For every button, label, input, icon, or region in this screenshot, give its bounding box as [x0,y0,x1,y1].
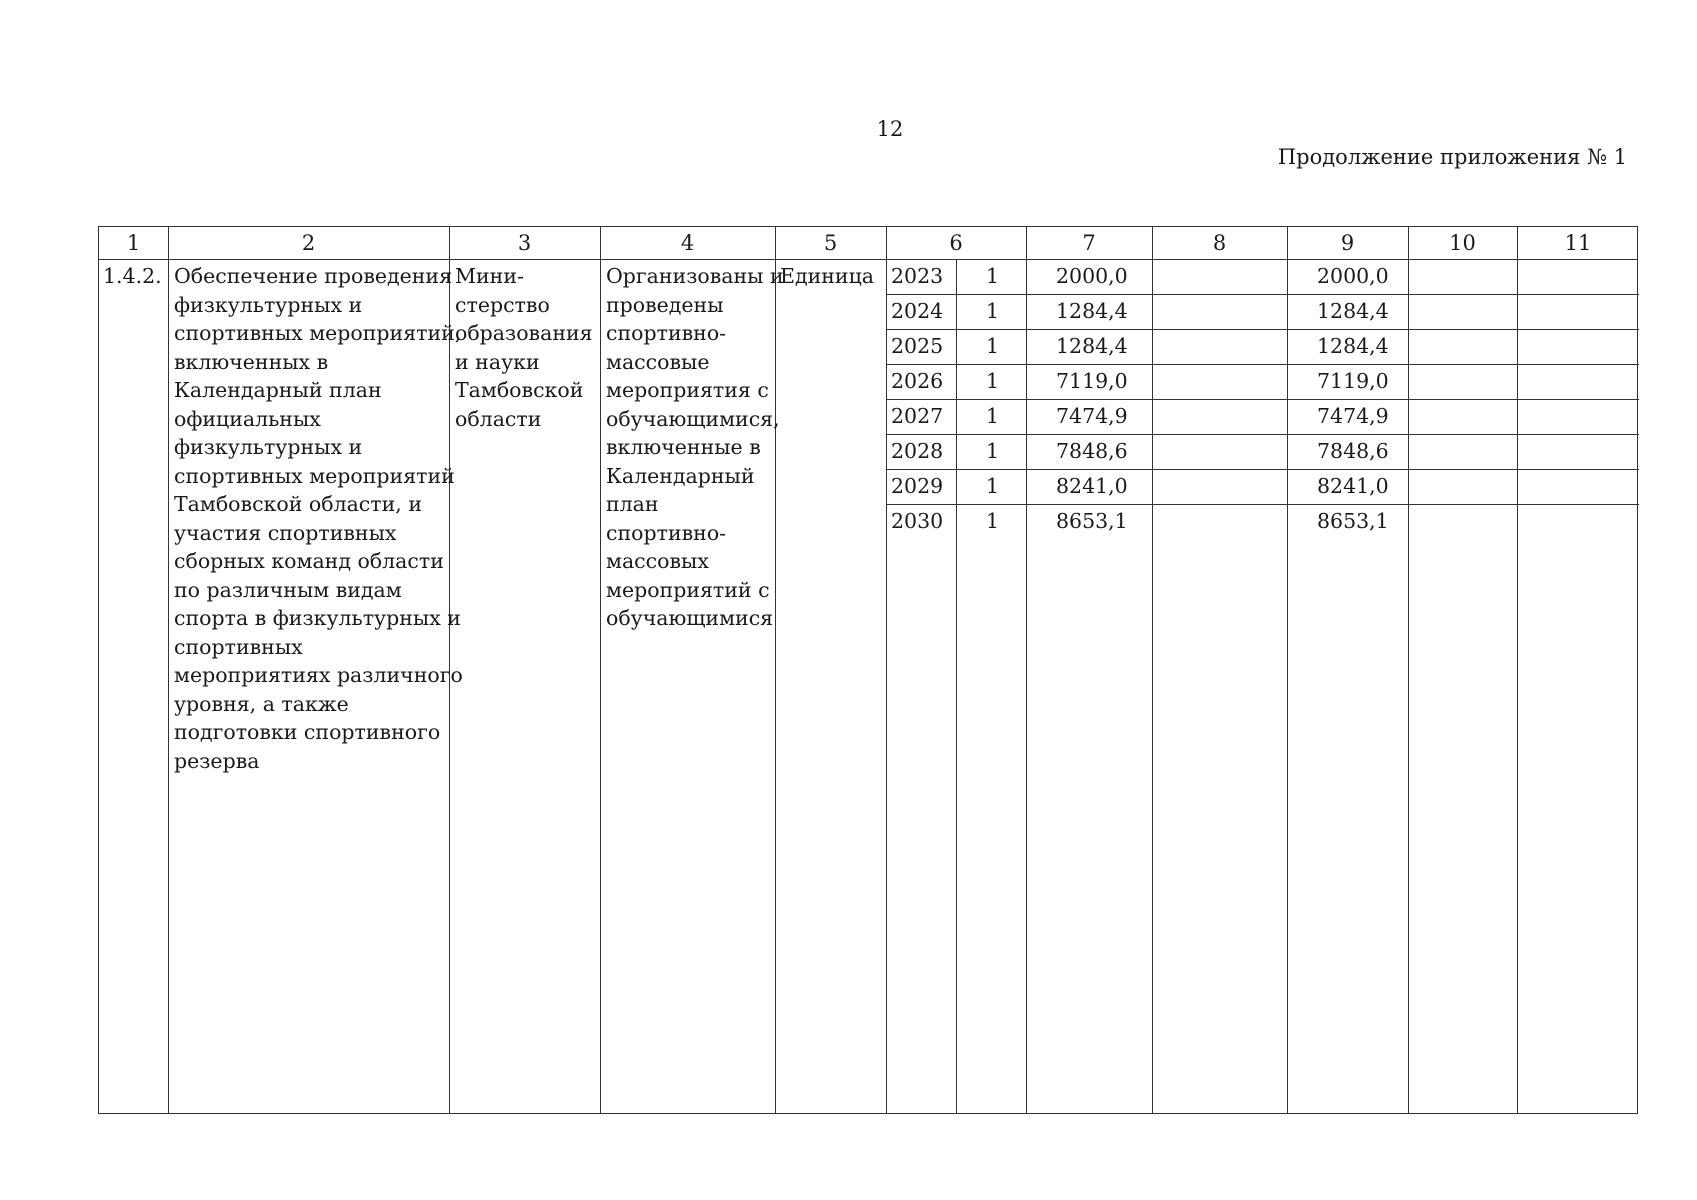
total-amount-cell: 2000,0 [1056,264,1128,288]
expected-result-line: план [606,492,659,516]
year-row [886,259,1639,294]
measure-unit: Единица [780,264,874,288]
column-header: 8 [1212,231,1227,255]
total-amount-cell: 7119,0 [1056,369,1128,393]
activity-description-line: Обеспечение проведения [174,264,453,288]
column9-cell: 1284,4 [1317,334,1389,358]
year-row [886,469,1639,504]
total-amount-cell: 8241,0 [1056,474,1128,498]
activity-description-line: Календарный план [174,378,382,402]
column-divider [168,227,169,1113]
year-cell: 2028 [891,439,944,463]
responsible-executor-line: и науки [455,349,540,374]
column-header: 3 [517,231,532,255]
page-number: 12 [876,117,904,141]
year-row [886,294,1639,329]
activity-description-line: физкультурных и [174,292,363,317]
responsible-executor-line: Мини- [455,264,524,288]
column9-cell: 7848,6 [1317,439,1389,463]
total-amount-cell: 1284,4 [1056,334,1128,358]
expected-result-line: обучающимися [606,606,774,630]
expected-result-line: мероприятия с [606,378,769,402]
responsible-executor-line: области [455,406,542,431]
expected-result-line: мероприятий с [606,577,770,602]
responsible-executor-line: стерство [455,292,550,317]
responsible-executor [455,259,595,433]
column-header: 9 [1340,231,1355,255]
expected-result-line: включенные в [606,435,761,459]
total-amount-cell: 8653,1 [1056,509,1128,533]
value-cell: 1 [986,369,1000,393]
responsible-executor-line: Тамбовской [455,378,584,402]
responsible-executor-line: образования [455,321,593,345]
expected-result-line: массовых [606,549,709,573]
column-header: 1 [126,231,141,255]
continuation-note: Продолжение приложения № 1 [1277,145,1627,169]
activity-description-line: спортивных мероприятий, [174,321,462,345]
expected-result-line: спортивно- [606,520,727,545]
activity-description-line: спортивных [174,634,303,659]
expected-result-line: массовые [606,349,710,374]
column-header: 4 [680,231,695,255]
activity-description-line: по различным видам [174,577,402,602]
column-header: 11 [1564,231,1592,255]
value-cell: 1 [986,509,1000,533]
year-cell: 2024 [891,299,944,323]
activity-description-line: физкультурных и [174,435,363,459]
activity-description-line: включенных в [174,349,329,374]
total-amount-cell: 7848,6 [1056,439,1128,463]
year-cell: 2030 [891,509,944,533]
year-row [886,504,1639,539]
column9-cell: 1284,4 [1317,299,1389,323]
activity-description-line: официальных [174,406,321,431]
activity-description [174,259,463,775]
column-divider [600,227,601,1113]
program-table [98,226,1638,1114]
activity-description-line: Тамбовской области, и [174,492,422,516]
total-amount-cell: 7474,9 [1056,404,1128,428]
activity-description-line: уровня, а также [174,691,349,716]
column9-cell: 7474,9 [1317,404,1389,428]
value-cell: 1 [986,404,1000,428]
column9-cell: 2000,0 [1317,264,1389,288]
row-number: 1.4.2. [103,264,162,288]
expected-result [606,259,784,633]
year-row [886,364,1639,399]
year-row [886,399,1639,434]
value-cell: 1 [986,299,1000,323]
year-row [886,434,1639,469]
activity-description-line: резерва [174,748,260,773]
activity-description-line: участия спортивных [174,520,397,545]
expected-result-line: Календарный [606,463,755,488]
year-cell: 2029 [891,474,944,498]
value-cell: 1 [986,334,1000,358]
column9-cell: 8653,1 [1317,509,1389,533]
value-cell: 1 [986,474,1000,498]
activity-description-line: сборных команд области [174,549,444,573]
column-header: 5 [823,231,838,255]
activity-description-line: спорта в физкультурных и [174,606,461,630]
year-row [886,329,1639,364]
year-cell: 2026 [891,369,944,393]
year-cell: 2027 [891,404,944,428]
activity-description-line: подготовки спортивного [174,720,441,744]
year-cell: 2025 [891,334,944,358]
year-cell: 2023 [891,264,944,288]
expected-result-line: обучающимися, [606,406,780,431]
expected-result-line: проведены [606,292,724,317]
value-cell: 1 [986,264,1000,288]
expected-result-line: Организованы и [606,264,784,288]
column-header: 2 [301,231,316,255]
column-header: 6 [949,231,963,255]
column9-cell: 7119,0 [1317,369,1389,393]
column-header: 7 [1082,231,1096,255]
activity-description-line: мероприятиях различного [174,663,463,687]
expected-result-line: спортивно- [606,321,727,345]
total-amount-cell: 1284,4 [1056,299,1128,323]
column-header: 10 [1449,231,1476,255]
column9-cell: 8241,0 [1317,474,1389,498]
activity-description-line: спортивных мероприятий [174,463,455,488]
value-cell: 1 [986,439,1000,463]
